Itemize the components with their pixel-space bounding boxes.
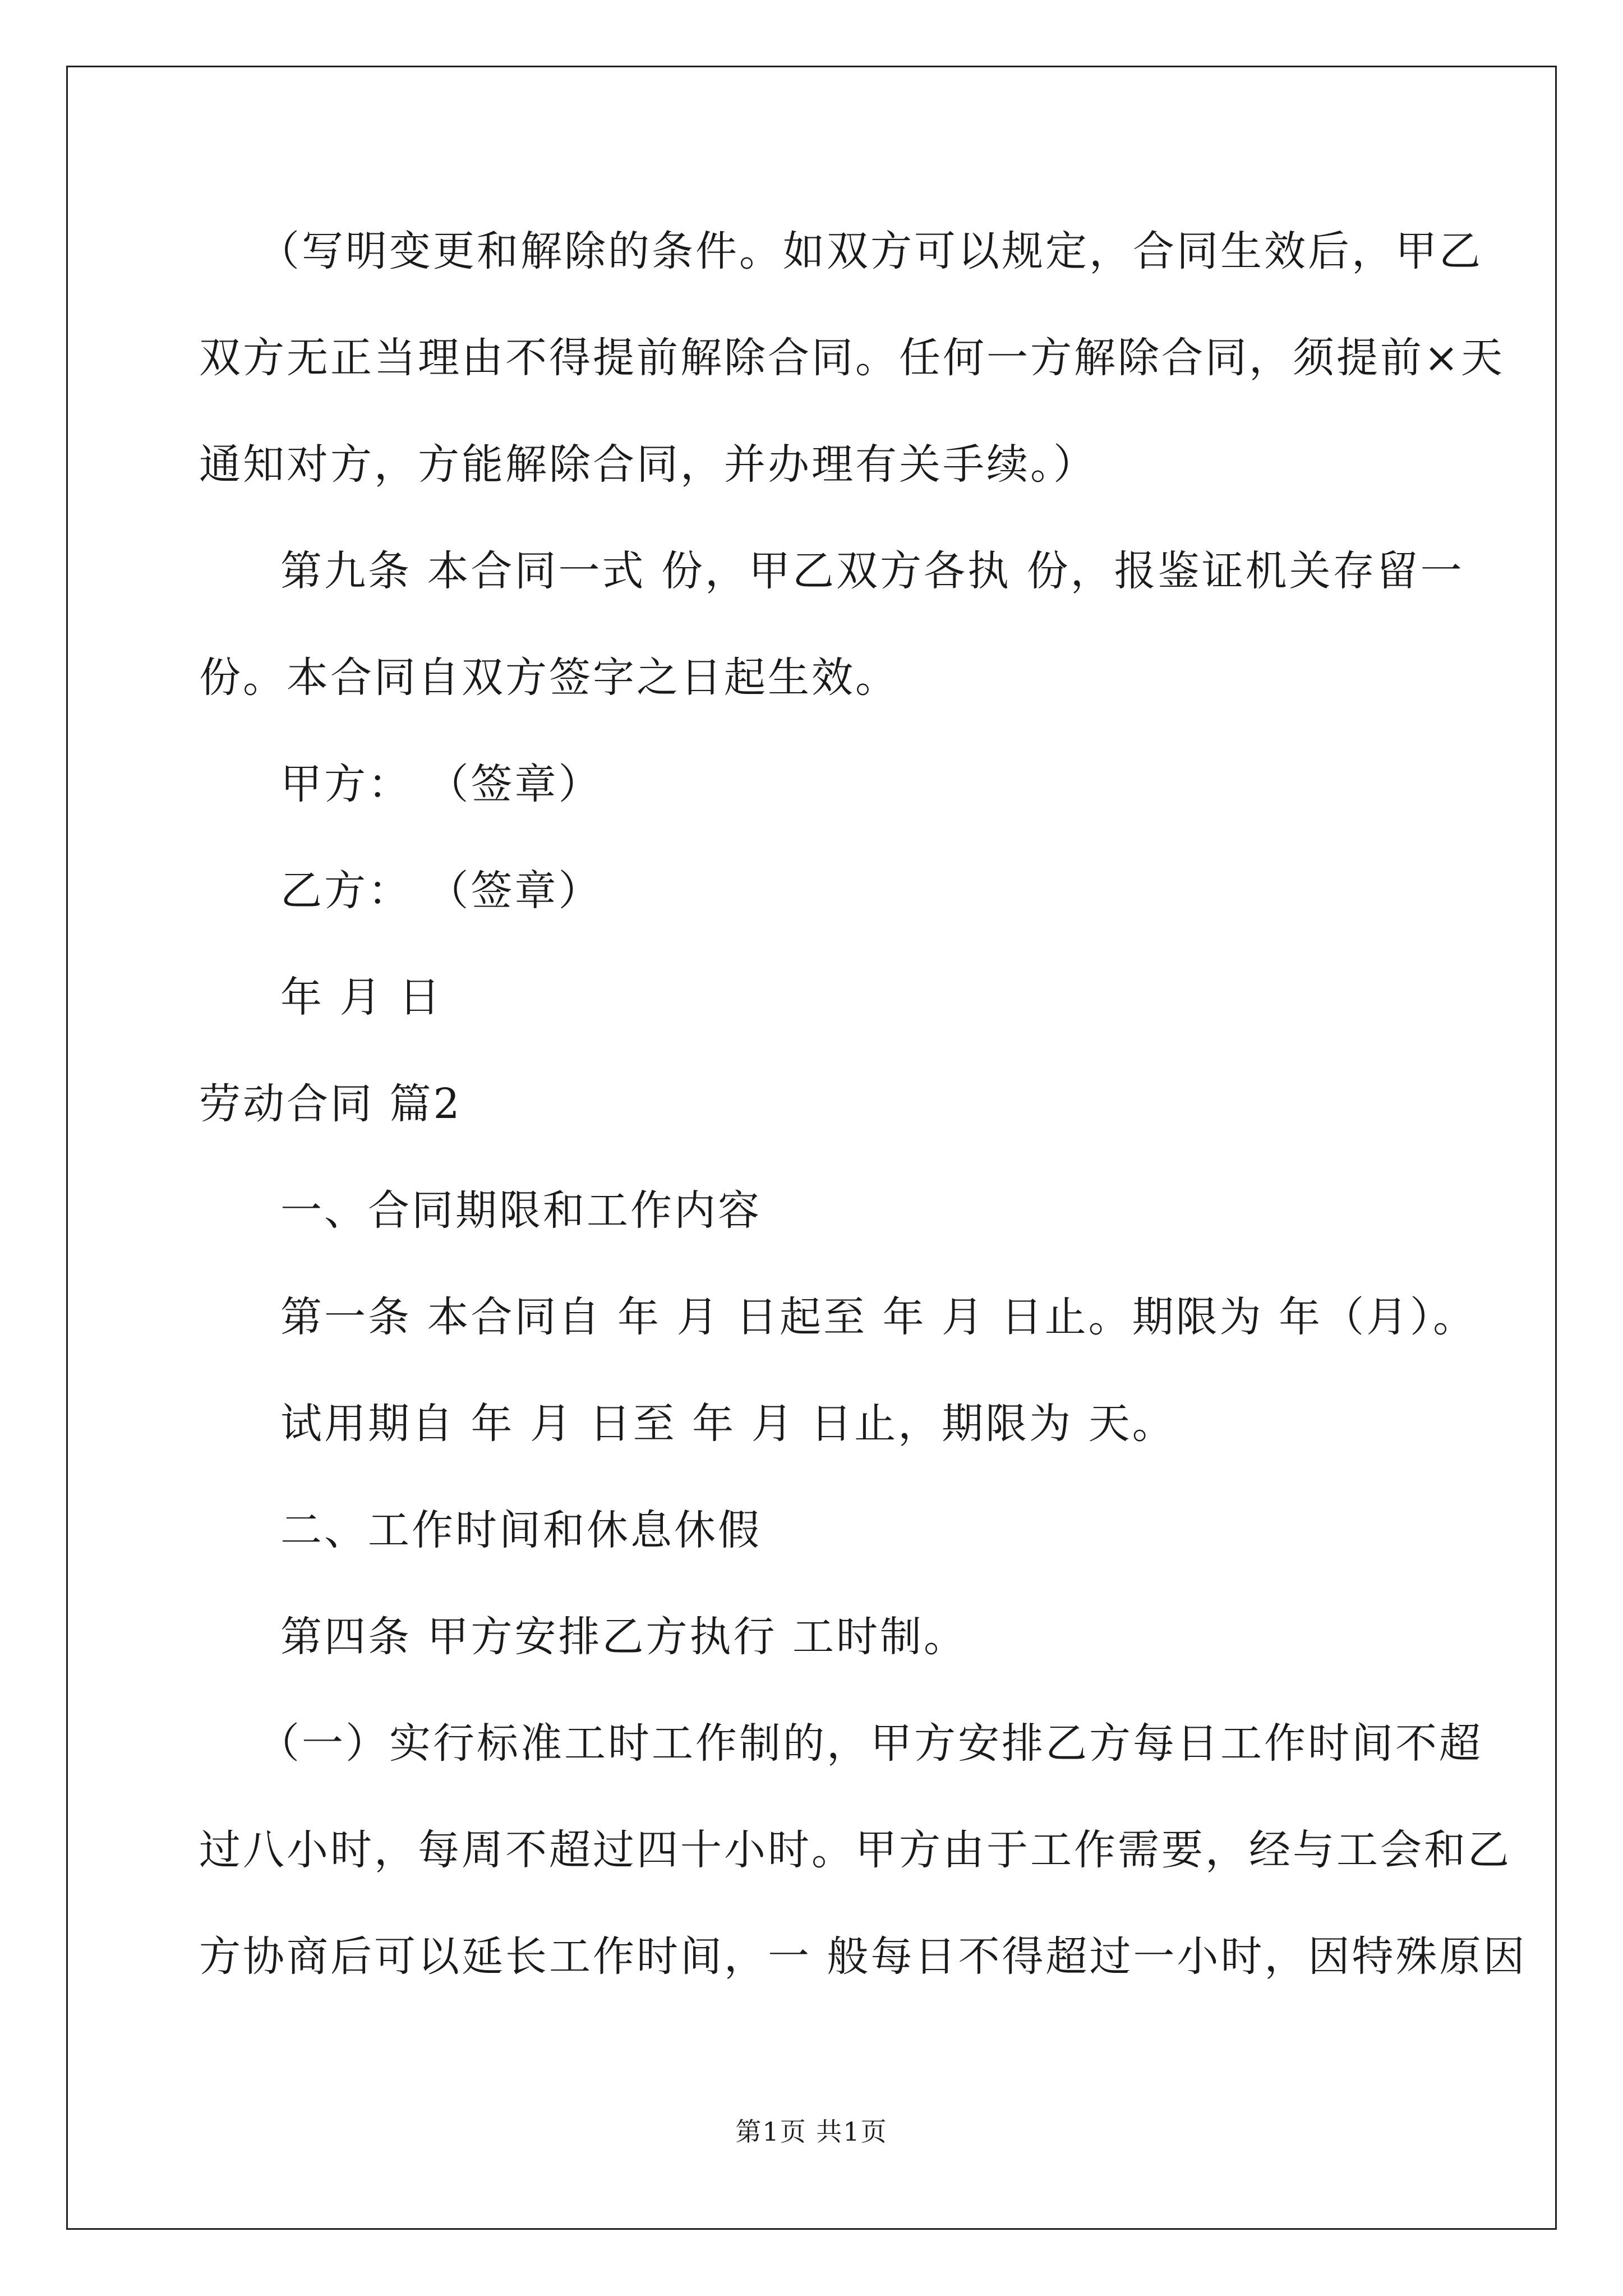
- signature-party-a: 甲方： （签章）: [280, 760, 602, 808]
- signature-party-b: 乙方： （签章）: [280, 867, 602, 915]
- section-heading: 二、工作时间和休息休假: [280, 1506, 762, 1554]
- paragraph-line: 第四条 甲方安排乙方执行 工时制。: [280, 1613, 968, 1661]
- paragraph-line: （写明变更和解除的条件。如双方可以规定，合同生效后，甲乙: [258, 227, 1483, 275]
- date-line: 年 月 日: [280, 973, 443, 1022]
- page-border: [66, 66, 1557, 2230]
- paragraph-line: 双方无正当理由不得提前解除合同。任何一方解除合同，须提前×天: [199, 334, 1505, 382]
- page-footer: 第1页 共1页: [735, 2116, 888, 2147]
- paragraph-line: 份。本合同自双方签字之日起生效。: [199, 654, 899, 702]
- paragraph-line: （一）实行标准工时工作制的，甲方安排乙方每日工作时间不超: [258, 1719, 1483, 1768]
- paragraph-line: 试用期自 年 月 日至 年 月 日止，期限为 天。: [280, 1400, 1176, 1448]
- section-heading: 一、合同期限和工作内容: [280, 1186, 762, 1235]
- section-title: 劳动合同 篇2: [199, 1080, 462, 1128]
- paragraph-line: 第一条 本合同自 年 月 日起至 年 月 日止。期限为 年（月）。: [280, 1293, 1477, 1341]
- paragraph-line: 过八小时，每周不超过四十小时。甲方由于工作需要，经与工会和乙: [199, 1826, 1511, 1874]
- paragraph-line: 方协商后可以延长工作时间，一 般每日不得超过一小时，因特殊原因: [199, 1932, 1527, 1981]
- paragraph-line: 第九条 本合同一式 份，甲乙双方各执 份，报鉴证机关存留一: [280, 547, 1464, 595]
- paragraph-line: 通知对方，方能解除合同，并办理有关手续。）: [199, 440, 1097, 489]
